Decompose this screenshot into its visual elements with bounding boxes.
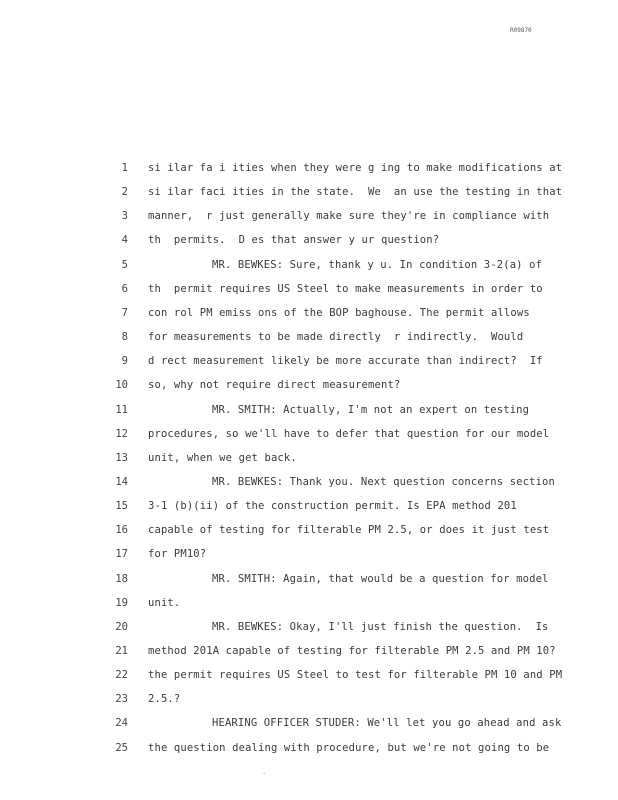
line-text: MR. BEWKES: Okay, I'll just finish the question. Is [212, 620, 549, 633]
line-number: 19 [115, 596, 128, 609]
transcript-line [0, 283, 618, 307]
transcript-line [0, 404, 618, 428]
line-number: 5 [121, 258, 128, 271]
transcript-line [0, 307, 618, 331]
transcript-line [0, 355, 618, 379]
line-number: 21 [115, 645, 128, 657]
line-number: 18 [115, 572, 128, 585]
line-number: 8 [121, 331, 128, 344]
line-number: 13 [115, 451, 128, 464]
line-text: MR. BEWKES: Thank you. Next question concerns section [212, 475, 555, 488]
transcript-line [0, 186, 618, 210]
line-text: th permits. D es that answer y ur question? [148, 234, 440, 247]
line-text: so, why not require direct measurement? [148, 379, 401, 392]
line-text: con rol PM emiss ons of the BOP baghouse. The permit allows [148, 306, 530, 319]
transcript-line [0, 331, 618, 355]
transcript-line [0, 645, 618, 669]
line-number: 20 [115, 620, 128, 633]
line-number: 11 [115, 403, 128, 416]
line-number: 22 [115, 669, 128, 682]
line-number: 2 [121, 186, 128, 199]
line-number: 6 [121, 282, 128, 295]
transcript-line [0, 500, 618, 524]
line-text: 3-1 (b)(ii) of the construction permit. Is EPA method 201 [148, 500, 517, 513]
line-number: 16 [115, 524, 128, 537]
line-number: 7 [121, 306, 128, 319]
line-number: 3 [121, 210, 128, 223]
line-text: procedures, so we'll have to defer that question for our model [148, 427, 550, 440]
line-text: unit. [148, 596, 181, 609]
line-number: 12 [115, 427, 128, 440]
line-text: capable of testing for filterable PM 2.5, or does it just test [148, 524, 550, 537]
transcript-line [0, 379, 618, 403]
line-number: 15 [115, 500, 128, 513]
footer-mark: . [262, 768, 267, 776]
line-number: 10 [115, 379, 128, 392]
line-number: 1 [121, 162, 128, 174]
line-text: unit, when we get back. [148, 451, 297, 464]
page-id-stamp: R09870 [510, 27, 532, 34]
line-text: d rect measurement likely be more accurate than indirect? If [148, 355, 543, 368]
transcript-line [0, 597, 618, 621]
line-text: the question dealing with procedure, but we're not going to be [148, 741, 550, 754]
line-text: manner, r just generally make sure they're in compliance with [148, 210, 550, 223]
transcript-line [0, 621, 618, 645]
line-number: 17 [115, 548, 128, 561]
transcript-line [0, 693, 618, 717]
line-number: 9 [121, 355, 128, 368]
line-number: 4 [121, 234, 128, 247]
line-text: MR. SMITH: Actually, I'm not an expert on testing [212, 403, 530, 416]
line-text: th permit requires US Steel to make measurements in order to [148, 282, 543, 295]
transcript-line [0, 476, 618, 500]
line-text: HEARING OFFICER STUDER: We'll let you go ahead and ask [212, 717, 562, 730]
transcript-line [0, 717, 618, 741]
line-text: for PM10? [148, 548, 207, 561]
line-text: si ilar faci ities in the state. We an use the testing in that [148, 186, 563, 199]
line-text: the permit requires US Steel to test for filterable PM 10 and PM [148, 669, 563, 682]
line-text: si ilar fa i ities when they were g ing to make modifications at [148, 162, 563, 174]
transcript-line [0, 234, 618, 258]
line-text: MR. BEWKES: Sure, thank y u. In condition 3-2(a) of [212, 258, 543, 271]
transcript-line [0, 548, 618, 572]
transcript-line [0, 573, 618, 597]
line-number: 24 [115, 717, 128, 730]
transcript-line [0, 428, 618, 452]
transcript-line [0, 742, 618, 766]
transcript-line [0, 210, 618, 234]
transcript-line [0, 259, 618, 283]
line-text: MR. SMITH: Again, that would be a question for model [212, 572, 549, 585]
line-number: 23 [115, 693, 128, 706]
line-number: 25 [115, 741, 128, 754]
transcript-line [0, 162, 618, 186]
line-text: 2.5.? [148, 693, 181, 706]
transcript-line [0, 669, 618, 693]
line-text: method 201A capable of testing for filterable PM 2.5 and PM 10? [148, 645, 556, 657]
line-number: 14 [115, 475, 128, 488]
transcript-line [0, 524, 618, 548]
line-text: for measurements to be made directly r indirectly. Would [148, 331, 524, 344]
transcript-line [0, 452, 618, 476]
